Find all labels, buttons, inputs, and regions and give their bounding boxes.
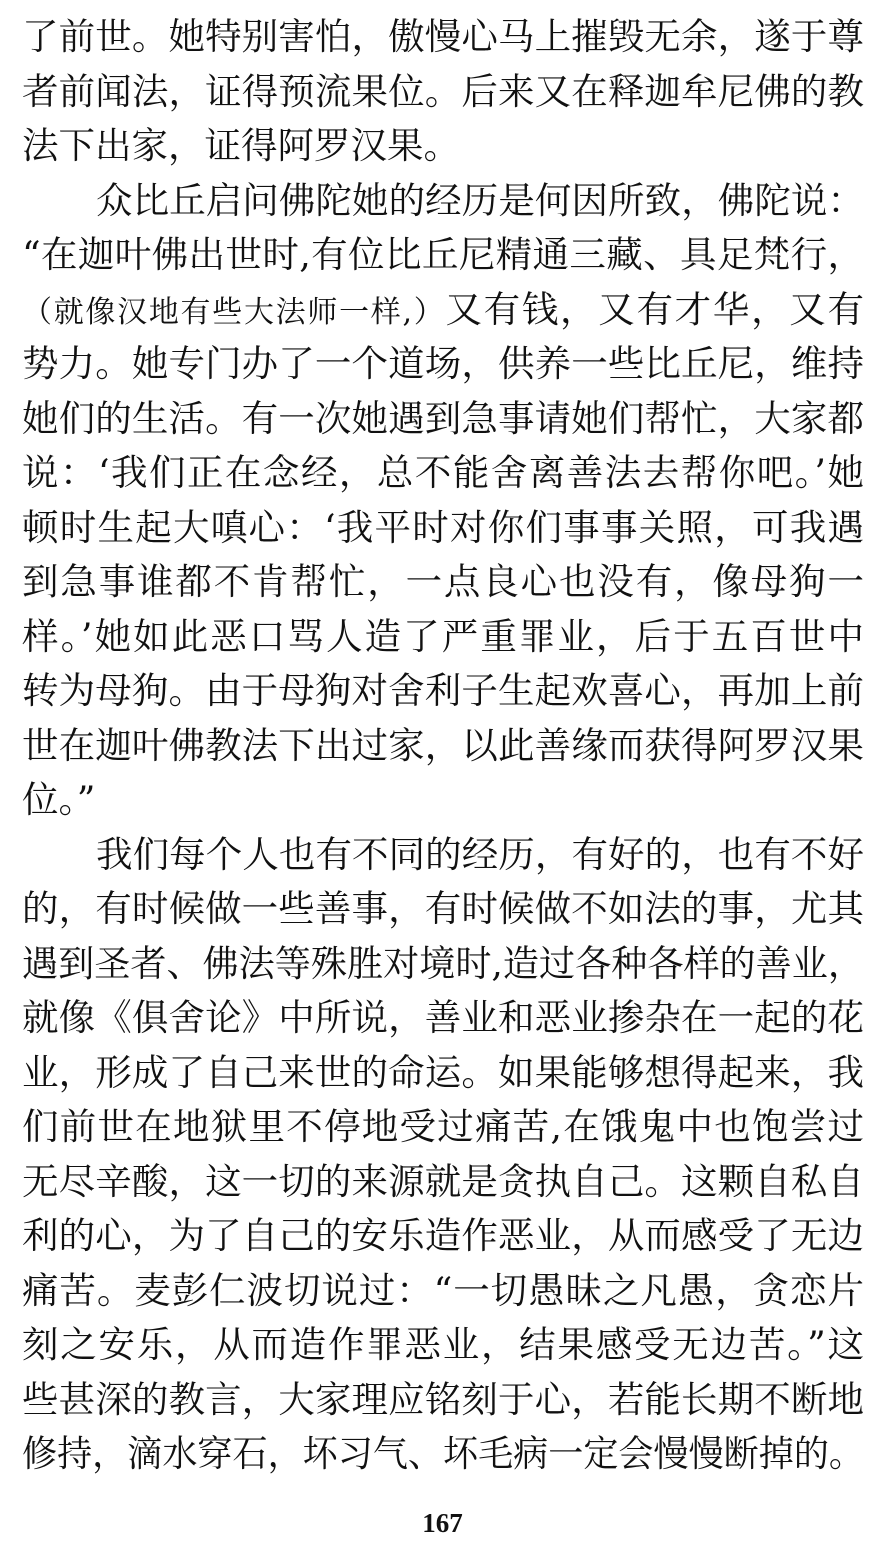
- text-line: 们前世在地狱里不停地受过痛苦,在饿鬼中也饱尝过: [22, 1105, 864, 1148]
- parenthetical-aside: （就像汉地有些大法师一样,）: [22, 294, 446, 330]
- text-line: 世在迦叶佛教法下出过家，以此善缘而获得阿罗汉果: [22, 723, 864, 767]
- text-line: 势力。她专门办了一个道场，供养一些比丘尼，维持: [22, 342, 864, 385]
- text-line: 众比丘启问佛陀她的经历是何因所致，佛陀说：: [96, 178, 864, 222]
- text-line: 无尽辛酸，这一切的来源就是贪执自己。这颗自私自: [22, 1159, 864, 1203]
- text-line: 样。’她如此恶口骂人造了严重罪业，后于五百世中: [22, 614, 864, 658]
- text-line: 法下出家，证得阿罗汉果。: [22, 124, 460, 167]
- text-line: 业，形成了自己来世的命运。如果能够想得起来，我: [22, 1050, 864, 1094]
- text-line: 我们每个人也有不同的经历，有好的，也有不好: [96, 832, 864, 876]
- text-line-segment: 又有钱，又有才华，又有: [445, 287, 865, 331]
- text-line: 者前闻法，证得预流果位。后来又在释迦牟尼佛的教: [22, 69, 864, 113]
- text-line: 转为母狗。由于母狗对舍利子生起欢喜心，再加上前: [22, 669, 864, 712]
- body-text: [22, 10, 864, 1482]
- text-line: [22, 283, 864, 338]
- text-line: 就像《俱舍论》中所说，善业和恶业掺杂在一起的花: [22, 996, 864, 1039]
- text-line: 到急事谁都不肯帮忙，一点良心也没有，像母狗一: [22, 560, 864, 603]
- text-line: 些甚深的教言，大家理应铭刻于心，若能长期不断地: [22, 1377, 864, 1421]
- text-line: 利的心，为了自己的安乐造作恶业，从而感受了无边: [22, 1214, 864, 1257]
- text-line: “在迦叶佛出世时,有位比丘尼精通三藏、具足梵行，: [22, 233, 864, 276]
- text-line: 顿时生起大嗔心：‘我平时对你们事事关照，可我遇: [22, 505, 864, 549]
- text-line: 痛苦。麦彭仁波切说过：“一切愚昧之凡愚，贪恋片: [22, 1268, 864, 1312]
- text-line: 修持，滴水穿石，坏习气、坏毛病一定会慢慢断掉的。: [22, 1432, 865, 1475]
- text-line: 说：‘我们正在念经，总不能舍离善法去帮你吧。’她: [22, 451, 864, 494]
- text-line: 位。”: [22, 778, 96, 821]
- text-line: 刻之安乐，从而造作罪恶业，结果感受无边苦。”这: [22, 1323, 864, 1366]
- text-line: 遇到圣者、佛法等殊胜对境时,造过各种各样的善业，: [22, 941, 865, 985]
- page-number: 167: [422, 1508, 463, 1538]
- text-line: 她们的生活。有一次她遇到急事请她们帮忙，大家都: [22, 396, 864, 440]
- text-line: 了前世。她特别害怕，傲慢心马上摧毁无余，遂于尊: [22, 15, 864, 58]
- text-line: 的，有时候做一些善事，有时候做不如法的事，尤其: [22, 887, 864, 930]
